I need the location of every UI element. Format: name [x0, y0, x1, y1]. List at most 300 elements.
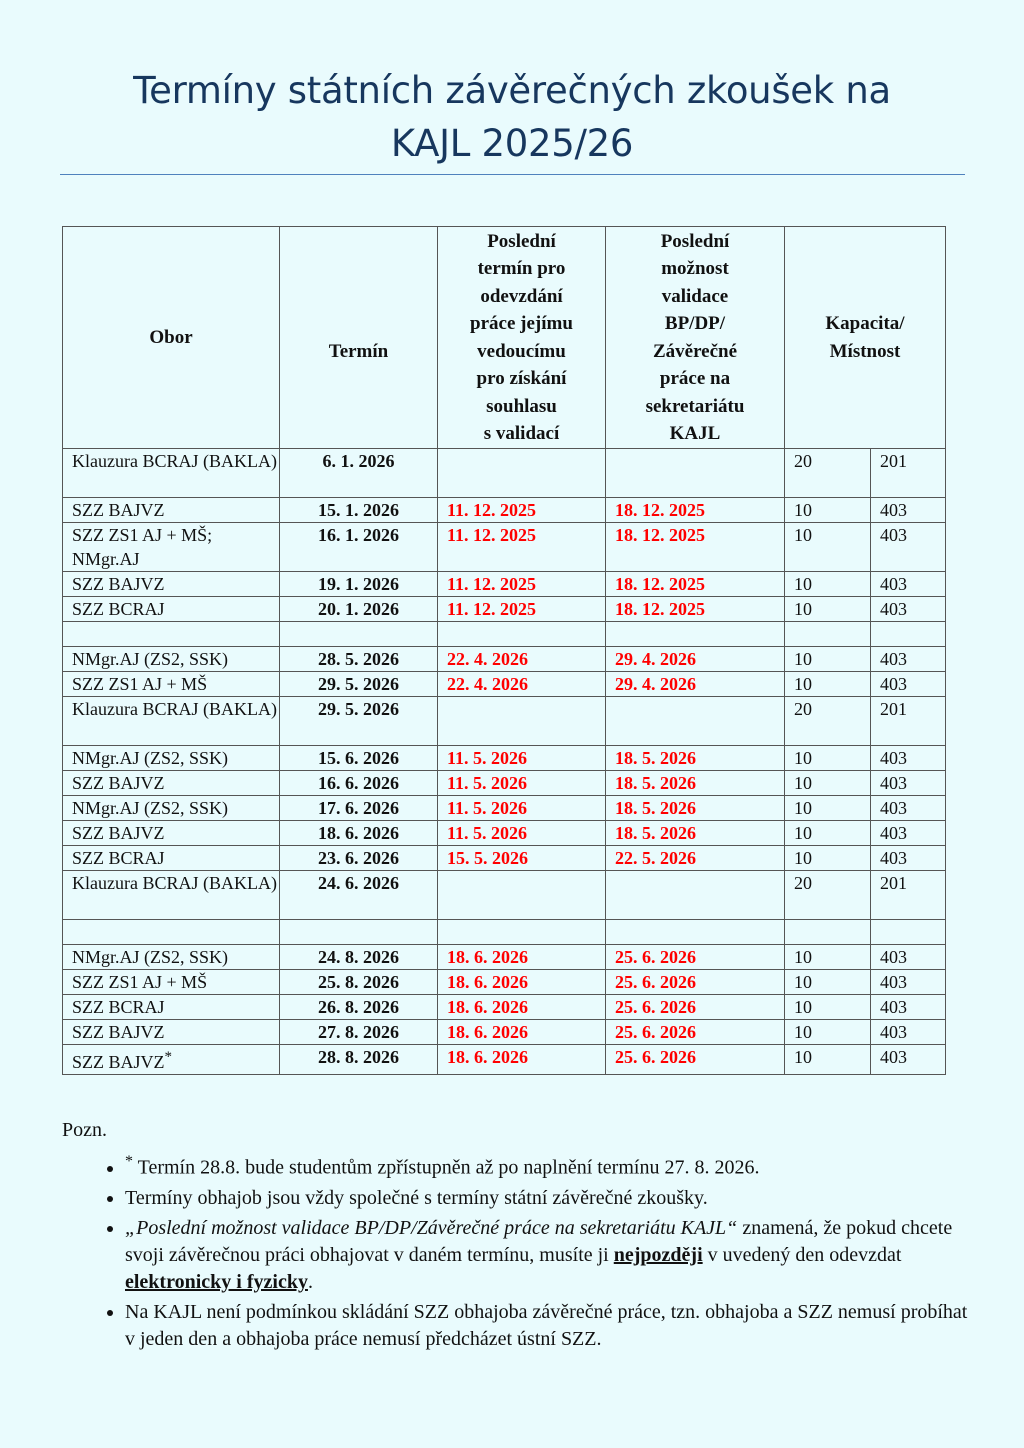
cell-mistnost — [871, 1020, 946, 1045]
header-line: Poslední — [487, 230, 556, 252]
odevzdani-value: 11. 12. 2025 — [447, 500, 537, 520]
cell-kapacita — [785, 771, 871, 796]
cell-termin — [280, 523, 438, 572]
header-line: BP/DP/ — [664, 313, 726, 334]
header-line: práce na — [659, 368, 731, 389]
obor-value: SZZ ZS1 AJ + MŠ — [72, 972, 208, 992]
validace-value: 29. 4. 2026 — [615, 674, 696, 694]
cell-kapacita — [785, 1020, 871, 1045]
notes — [62, 1117, 982, 1356]
validace-value: 18. 5. 2026 — [615, 798, 696, 818]
cell-odevzdani — [438, 995, 606, 1020]
cell-termin — [280, 647, 438, 672]
mistnost-value: 403 — [880, 599, 907, 619]
cell-odevzdani — [438, 572, 606, 597]
note-1 — [125, 1148, 982, 1182]
validace-value: 25. 6. 2026 — [615, 1022, 696, 1042]
mistnost-value: 403 — [880, 1047, 907, 1067]
cell-termin — [280, 920, 438, 945]
note-3-text-a: znamená, že pokud chcete svoji závěrečnou práci obhajovat v daném termínu, musíte ji — [125, 1216, 953, 1266]
obor-value: Klauzura BCRAJ (BAKLA) — [72, 873, 277, 893]
note-3-emphasis-1: nejpozději — [613, 1243, 703, 1266]
table-row — [63, 871, 946, 920]
mistnost-value: 403 — [880, 748, 907, 768]
kapacita-value: 20 — [794, 451, 812, 471]
table-row — [63, 796, 946, 821]
obor-value: NMgr.AJ (ZS2, SSK) — [72, 947, 229, 967]
obor-value: SZZ ZS1 AJ + MŠ — [72, 674, 208, 694]
cell-termin — [280, 498, 438, 523]
cell-mistnost — [871, 970, 946, 995]
validace-value: 18. 12. 2025 — [615, 500, 705, 520]
cell-kapacita — [785, 597, 871, 622]
header-termin-label: Termín — [328, 340, 389, 362]
header-obor: Obor — [63, 227, 280, 449]
obor-value: SZZ ZS1 AJ + MŠ; NMgr.AJ — [72, 525, 213, 569]
cell-mistnost — [871, 796, 946, 821]
table-row — [63, 523, 946, 572]
cell-validace — [606, 1020, 785, 1045]
termin-value: 24. 8. 2026 — [318, 947, 399, 967]
kapacita-value: 10 — [794, 848, 812, 868]
termin-value: 27. 8. 2026 — [318, 1022, 399, 1042]
header-termin — [280, 227, 438, 449]
cell-obor — [63, 597, 280, 622]
header-line: Poslední — [660, 230, 730, 252]
cell-validace — [606, 945, 785, 970]
kapacita-value: 10 — [794, 823, 812, 843]
header-validace — [606, 227, 785, 449]
odevzdani-value: 18. 6. 2026 — [447, 972, 528, 992]
cell-termin — [280, 796, 438, 821]
termin-value: 16. 6. 2026 — [318, 773, 399, 793]
cell-mistnost — [871, 995, 946, 1020]
cell-mistnost — [871, 647, 946, 672]
table-row — [63, 498, 946, 523]
odevzdani-value: 22. 4. 2026 — [447, 674, 528, 694]
table-row — [63, 672, 946, 697]
cell-obor — [63, 771, 280, 796]
cell-obor — [63, 622, 280, 647]
cell-obor — [63, 846, 280, 871]
table-row — [63, 572, 946, 597]
notes-heading: Pozn. — [62, 1119, 107, 1141]
validace-value: 22. 5. 2026 — [615, 848, 696, 868]
validace-value: 25. 6. 2026 — [615, 947, 696, 967]
header-line: sekretariátu — [645, 395, 745, 417]
mistnost-value: 403 — [880, 525, 907, 545]
cell-odevzdani — [438, 821, 606, 846]
obor-value: SZZ BAJVZ — [72, 823, 165, 843]
obor-value: SZZ BAJVZ — [72, 773, 165, 793]
cell-termin — [280, 1045, 438, 1075]
cell-mistnost — [871, 572, 946, 597]
cell-obor — [63, 871, 280, 920]
page-title — [40, 64, 984, 170]
termin-value: 29. 5. 2026 — [318, 674, 399, 694]
termin-value: 6. 1. 2026 — [322, 451, 395, 471]
cell-kapacita — [785, 449, 871, 498]
title-line-2: KAJL 2025/26 — [390, 122, 634, 165]
cell-validace — [606, 572, 785, 597]
table-row — [63, 821, 946, 846]
kapacita-value: 10 — [794, 525, 812, 545]
cell-odevzdani — [438, 597, 606, 622]
cell-termin — [280, 449, 438, 498]
header-odevzdani — [438, 227, 606, 449]
cell-odevzdani — [438, 622, 606, 647]
note-3-text-b: v uvedený den odevzdat — [702, 1243, 902, 1266]
kapacita-value: 10 — [794, 947, 812, 967]
obor-value: SZZ BCRAJ — [72, 848, 165, 868]
cell-termin — [280, 1020, 438, 1045]
termin-value: 18. 6. 2026 — [318, 823, 399, 843]
cell-validace — [606, 449, 785, 498]
obor-value: Klauzura BCRAJ (BAKLA) — [72, 451, 277, 471]
odevzdani-value: 11. 12. 2025 — [447, 574, 537, 594]
cell-validace — [606, 871, 785, 920]
validace-value: 18. 12. 2025 — [615, 574, 705, 594]
cell-obor — [63, 920, 280, 945]
odevzdani-value: 11. 12. 2025 — [447, 599, 537, 619]
termin-value: 24. 6. 2026 — [318, 873, 399, 893]
cell-mistnost — [871, 945, 946, 970]
cell-obor — [63, 449, 280, 498]
kapacita-value: 10 — [794, 649, 812, 669]
header-row — [63, 227, 946, 449]
table-row — [63, 597, 946, 622]
odevzdani-value: 18. 6. 2026 — [447, 1022, 528, 1042]
cell-mistnost — [871, 449, 946, 498]
cell-obor — [63, 1020, 280, 1045]
kapacita-value: 10 — [794, 674, 812, 694]
cell-mistnost — [871, 597, 946, 622]
cell-termin — [280, 597, 438, 622]
odevzdani-value: 22. 4. 2026 — [447, 649, 528, 669]
mistnost-value: 201 — [880, 451, 907, 471]
cell-mistnost — [871, 920, 946, 945]
note-3-quote: „Poslední možnost validace BP/DP/Závěrečné práce na sekretariátu KAJL“ — [125, 1216, 738, 1239]
cell-odevzdani — [438, 920, 606, 945]
cell-termin — [280, 846, 438, 871]
validace-value: 25. 6. 2026 — [615, 1047, 696, 1067]
cell-odevzdani — [438, 647, 606, 672]
odevzdani-value: 15. 5. 2026 — [447, 848, 528, 868]
obor-value: NMgr.AJ (ZS2, SSK) — [72, 798, 229, 818]
cell-mistnost — [871, 523, 946, 572]
cell-odevzdani — [438, 672, 606, 697]
title-line-1: Termíny státních závěrečných zkoušek na — [133, 69, 891, 112]
cell-obor — [63, 697, 280, 746]
note-4: • Na KAJL není podmínkou skládání SZZ obhajoba závěrečné práce, tzn. obhajoba a SZZ nemusí probíhat v jeden den a obhajoba práce nemusí předcházet ústní SZZ. — [125, 1299, 982, 1353]
kapacita-value: 10 — [794, 773, 812, 793]
obor-value: Klauzura BCRAJ (BAKLA) — [72, 699, 277, 719]
table-row — [63, 1045, 946, 1075]
cell-validace — [606, 697, 785, 746]
cell-termin — [280, 622, 438, 647]
cell-validace — [606, 1045, 785, 1075]
cell-kapacita — [785, 523, 871, 572]
mistnost-value: 403 — [880, 947, 907, 967]
validace-value: 18. 5. 2026 — [615, 748, 696, 768]
cell-kapacita — [785, 572, 871, 597]
cell-mistnost — [871, 821, 946, 846]
cell-obor — [63, 945, 280, 970]
kapacita-value: 10 — [794, 500, 812, 520]
cell-termin — [280, 945, 438, 970]
header-kapacita — [785, 227, 946, 449]
cell-validace — [606, 746, 785, 771]
mistnost-value: 403 — [880, 972, 907, 992]
cell-obor — [63, 523, 280, 572]
kapacita-value: 10 — [794, 972, 812, 992]
obor-value: SZZ BCRAJ — [72, 599, 165, 619]
cell-kapacita — [785, 846, 871, 871]
cell-validace — [606, 597, 785, 622]
termin-value: 20. 1. 2026 — [318, 599, 399, 619]
cell-kapacita — [785, 970, 871, 995]
validace-value: 18. 5. 2026 — [615, 823, 696, 843]
header-line: souhlasu — [486, 395, 557, 417]
cell-termin — [280, 697, 438, 746]
cell-kapacita — [785, 697, 871, 746]
obor-value: SZZ BAJVZ — [72, 1052, 165, 1072]
table-row — [63, 647, 946, 672]
kapacita-value: 10 — [794, 1047, 812, 1067]
cell-validace — [606, 846, 785, 871]
termin-value: 15. 1. 2026 — [318, 500, 399, 520]
cell-validace — [606, 920, 785, 945]
cell-validace — [606, 821, 785, 846]
cell-odevzdani — [438, 796, 606, 821]
mistnost-value: 403 — [880, 649, 907, 669]
cell-termin — [280, 572, 438, 597]
cell-termin — [280, 970, 438, 995]
cell-mistnost — [871, 697, 946, 746]
cell-odevzdani — [438, 449, 606, 498]
kapacita-value: 10 — [794, 748, 812, 768]
cell-kapacita — [785, 945, 871, 970]
cell-termin — [280, 771, 438, 796]
validace-value: 18. 12. 2025 — [615, 525, 705, 545]
cell-kapacita — [785, 821, 871, 846]
note-2: • Termíny obhajob jsou vždy společné s termíny státní závěrečné zkoušky. — [125, 1185, 982, 1212]
mistnost-value: 403 — [880, 574, 907, 594]
odevzdani-value: 11. 5. 2026 — [447, 798, 528, 818]
kapacita-value: 10 — [794, 574, 812, 594]
obor-value: NMgr.AJ (ZS2, SSK) — [72, 649, 229, 669]
cell-kapacita — [785, 871, 871, 920]
header-line: pro získání — [476, 368, 567, 389]
table-row — [63, 622, 946, 647]
table-row — [63, 746, 946, 771]
cell-termin — [280, 672, 438, 697]
note-3 — [125, 1215, 982, 1296]
cell-mistnost — [871, 871, 946, 920]
cell-kapacita — [785, 672, 871, 697]
cell-kapacita — [785, 796, 871, 821]
cell-kapacita — [785, 647, 871, 672]
cell-obor — [63, 498, 280, 523]
cell-validace — [606, 523, 785, 572]
mistnost-value: 403 — [880, 997, 907, 1017]
validace-value: 18. 12. 2025 — [615, 599, 705, 619]
note-1-text: Termín 28.8. bude studentům zpřístupněn až po naplnění termínu 27. 8. 2026. — [133, 1156, 760, 1179]
cell-termin — [280, 995, 438, 1020]
mistnost-value: 403 — [880, 798, 907, 818]
table-row — [63, 846, 946, 871]
kapacita-value: 10 — [794, 599, 812, 619]
odevzdani-value: 18. 6. 2026 — [447, 947, 528, 967]
odevzdani-value: 11. 5. 2026 — [447, 748, 528, 768]
odevzdani-value: 11. 12. 2025 — [447, 525, 537, 545]
cell-termin — [280, 821, 438, 846]
cell-odevzdani — [438, 771, 606, 796]
cell-validace — [606, 995, 785, 1020]
termin-value: 16. 1. 2026 — [318, 525, 399, 545]
cell-validace — [606, 796, 785, 821]
header-line: vedoucímu — [477, 340, 566, 362]
header-line: validace — [661, 285, 729, 307]
kapacita-value: 10 — [794, 798, 812, 818]
cell-mistnost — [871, 846, 946, 871]
cell-odevzdani — [438, 871, 606, 920]
cell-odevzdani — [438, 697, 606, 746]
asterisk-mark: * — [125, 1153, 133, 1170]
odevzdani-value: 18. 6. 2026 — [447, 997, 528, 1017]
schedule-table — [62, 226, 946, 1075]
cell-odevzdani — [438, 945, 606, 970]
mistnost-value: 403 — [880, 1022, 907, 1042]
odevzdani-value: 18. 6. 2026 — [447, 1047, 528, 1067]
table-row — [63, 920, 946, 945]
table-row — [63, 995, 946, 1020]
header-line: odevzdání — [480, 285, 563, 307]
title-divider — [60, 174, 965, 175]
cell-odevzdani — [438, 746, 606, 771]
header-line: KAJL — [669, 423, 721, 444]
cell-termin — [280, 871, 438, 920]
cell-validace — [606, 647, 785, 672]
cell-obor — [63, 970, 280, 995]
mistnost-value: 403 — [880, 674, 907, 694]
cell-validace — [606, 498, 785, 523]
kapacita-value: 20 — [794, 873, 812, 893]
termin-value: 29. 5. 2026 — [318, 699, 399, 719]
header-line: termín pro — [477, 258, 566, 279]
cell-kapacita — [785, 995, 871, 1020]
odevzdani-value: 11. 5. 2026 — [447, 823, 528, 843]
obor-value: SZZ BAJVZ — [72, 1022, 165, 1042]
table-row — [63, 449, 946, 498]
header-line: možnost — [661, 258, 729, 279]
notes-list — [62, 1148, 982, 1353]
cell-odevzdani — [438, 1020, 606, 1045]
header-line: Závěrečné — [652, 340, 738, 362]
mistnost-value: 201 — [880, 699, 907, 719]
obor-value: SZZ BAJVZ — [72, 500, 165, 520]
termin-value: 19. 1. 2026 — [318, 574, 399, 594]
termin-value: 28. 8. 2026 — [318, 1047, 399, 1067]
header-line: práce jejímu — [470, 313, 573, 334]
obor-value: NMgr.AJ (ZS2, SSK) — [72, 748, 229, 768]
cell-validace — [606, 672, 785, 697]
cell-obor — [63, 821, 280, 846]
table-row — [63, 771, 946, 796]
cell-validace — [606, 970, 785, 995]
cell-obor — [63, 647, 280, 672]
cell-odevzdani — [438, 523, 606, 572]
mistnost-value: 201 — [880, 873, 907, 893]
cell-odevzdani — [438, 970, 606, 995]
cell-obor — [63, 1045, 280, 1075]
mistnost-value: 403 — [880, 823, 907, 843]
table-row — [63, 697, 946, 746]
mistnost-value: 403 — [880, 848, 907, 868]
table-row — [63, 1020, 946, 1045]
kapacita-value: 10 — [794, 997, 812, 1017]
mistnost-value: 403 — [880, 773, 907, 793]
asterisk-mark: * — [164, 1049, 173, 1065]
kapacita-value: 20 — [794, 699, 812, 719]
cell-validace — [606, 771, 785, 796]
cell-obor — [63, 672, 280, 697]
cell-obor — [63, 572, 280, 597]
note-3-text-c: . — [307, 1270, 313, 1293]
cell-mistnost — [871, 771, 946, 796]
cell-mistnost — [871, 498, 946, 523]
odevzdani-value: 11. 5. 2026 — [447, 773, 528, 793]
validace-value: 18. 5. 2026 — [615, 773, 696, 793]
table-row — [63, 970, 946, 995]
header-line: s validací — [483, 423, 560, 444]
cell-kapacita — [785, 920, 871, 945]
cell-obor — [63, 995, 280, 1020]
cell-validace — [606, 622, 785, 647]
cell-termin — [280, 746, 438, 771]
termin-value: 23. 6. 2026 — [318, 848, 399, 868]
termin-value: 28. 5. 2026 — [318, 649, 399, 669]
cell-kapacita — [785, 746, 871, 771]
cell-obor — [63, 796, 280, 821]
cell-odevzdani — [438, 846, 606, 871]
cell-mistnost — [871, 622, 946, 647]
header-line: Kapacita/ — [825, 313, 905, 334]
note-3-emphasis-2: elektronicky i fyzicky — [125, 1270, 308, 1293]
cell-kapacita — [785, 1045, 871, 1075]
cell-kapacita — [785, 622, 871, 647]
cell-obor — [63, 746, 280, 771]
validace-value: 25. 6. 2026 — [615, 997, 696, 1017]
validace-value: 25. 6. 2026 — [615, 972, 696, 992]
table-row — [63, 945, 946, 970]
termin-value: 17. 6. 2026 — [318, 798, 399, 818]
cell-kapacita — [785, 498, 871, 523]
kapacita-value: 10 — [794, 1022, 812, 1042]
termin-value: 15. 6. 2026 — [318, 748, 399, 768]
obor-value: SZZ BAJVZ — [72, 574, 165, 594]
cell-odevzdani — [438, 1045, 606, 1075]
obor-value: SZZ BCRAJ — [72, 997, 165, 1017]
validace-value: 29. 4. 2026 — [615, 649, 696, 669]
header-line: Místnost — [829, 340, 901, 362]
cell-mistnost — [871, 746, 946, 771]
cell-mistnost — [871, 1045, 946, 1075]
cell-mistnost — [871, 672, 946, 697]
termin-value: 26. 8. 2026 — [318, 997, 399, 1017]
cell-odevzdani — [438, 498, 606, 523]
mistnost-value: 403 — [880, 500, 907, 520]
